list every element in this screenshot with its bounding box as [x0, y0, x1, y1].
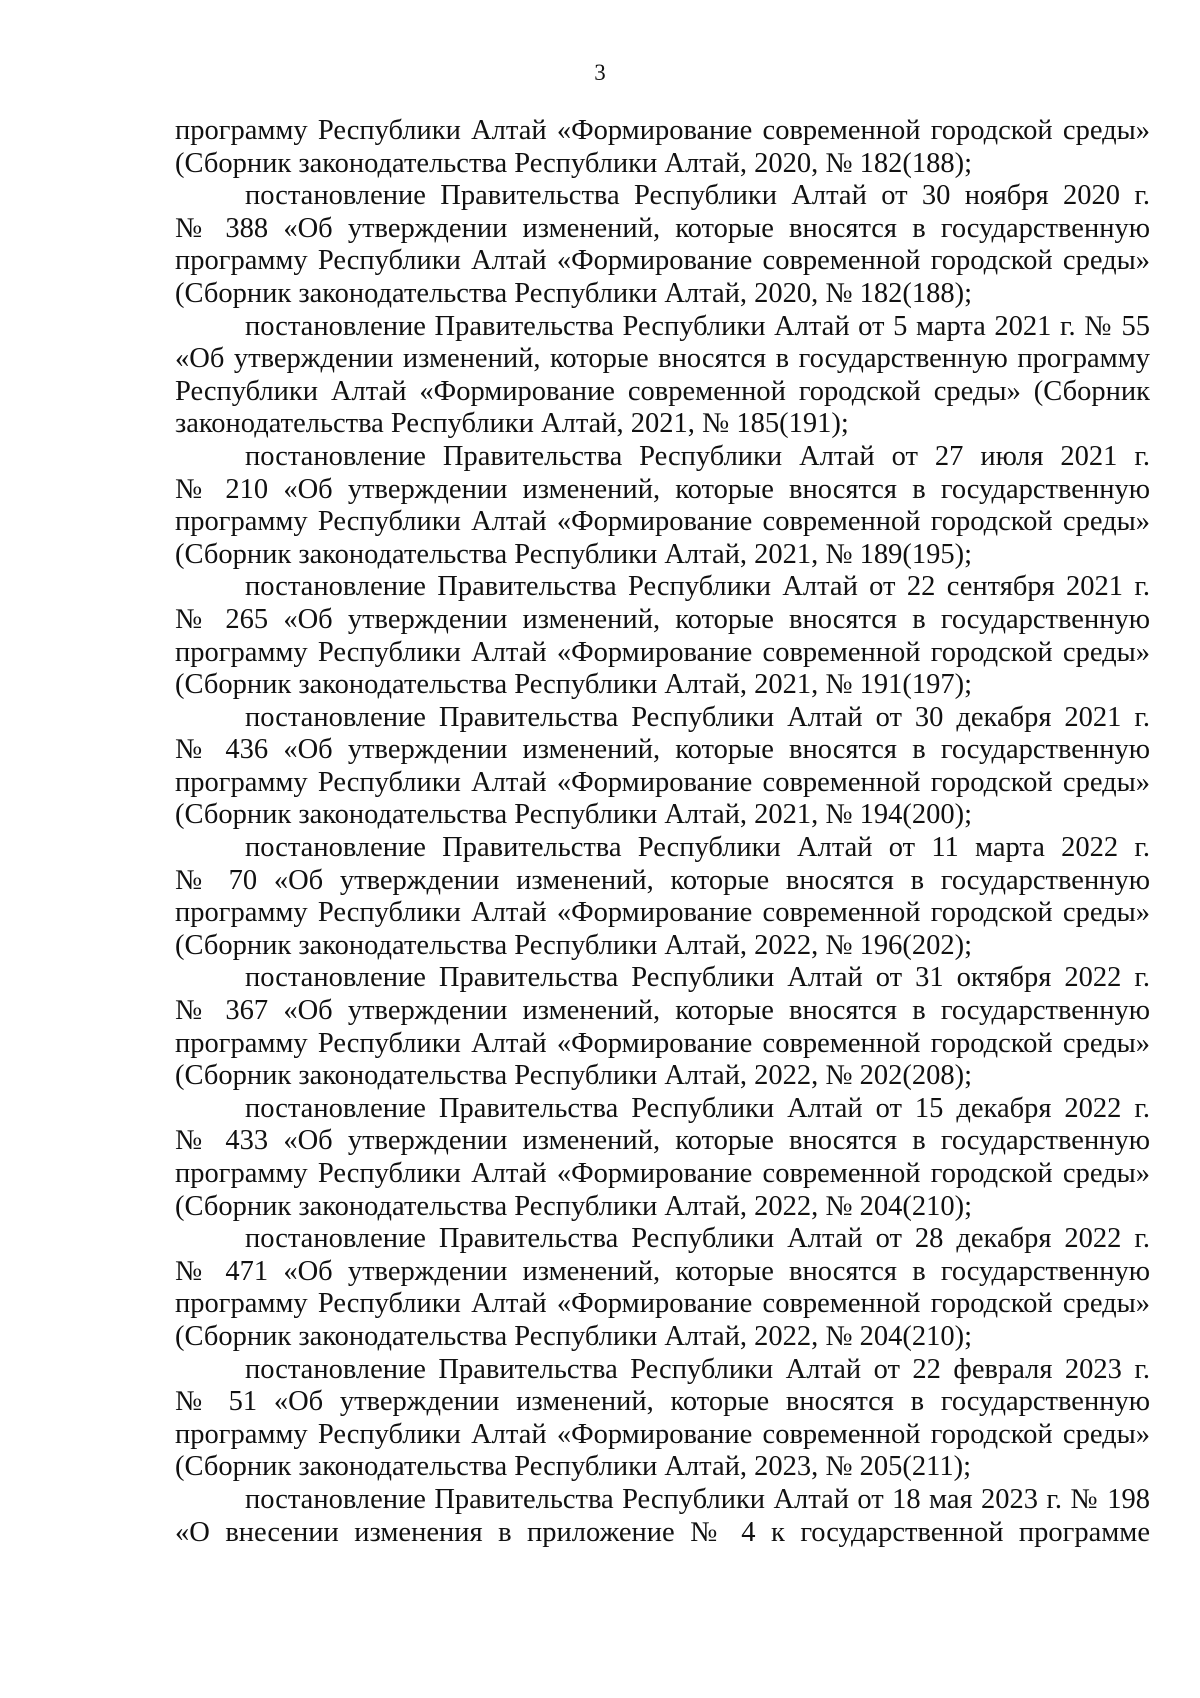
resolution-paragraph: [175, 1354, 1150, 1484]
paragraph-text: № 388 «Об утверждении изменений, которые вносятся в государственную программу Республики Алтай «Формирование современной городской среды» (Сборник законодательства Республики Алтай, 2020, № 182(188);: [175, 212, 1150, 309]
paragraph-text: № 51 «Об утверждении изменений, которые вносятся в государственную программу Республики Алтай «Формирование современной городской среды» (Сборник законодательства Республики Алтай, 2023, № 205(211);: [175, 1386, 1150, 1483]
paragraph-first-line: постановление Правительства Республики Алтай от 5 марта 2021 г. № 55: [245, 310, 1150, 342]
paragraph-first-line: постановление Правительства Республики Алтай от 18 мая 2023 г. № 198: [245, 1483, 1150, 1515]
paragraph-second-line: «О внесении изменения в приложение № 4 к государственной программе: [175, 1516, 1150, 1548]
paragraph-text: № 367 «Об утверждении изменений, которые вносятся в государственную программу Республики Алтай «Формирование современной городской среды» (Сборник законодательства Республики Алтай, 2022, № 202(208);: [175, 995, 1150, 1092]
paragraph-first-line: постановление Правительства Республики Алтай от 28 декабря 2022 г.: [245, 1223, 1150, 1255]
resolution-paragraph: [175, 571, 1150, 701]
paragraph-text: № 70 «Об утверждении изменений, которые вносятся в государственную программу Республики Алтай «Формирование современной городской среды» (Сборник законодательства Республики Алтай, 2022, № 196(202);: [175, 864, 1150, 961]
resolution-paragraph: [175, 962, 1150, 1092]
resolution-paragraph: [175, 1093, 1150, 1223]
paragraph-first-line: постановление Правительства Республики Алтай от 22 сентября 2021 г.: [245, 571, 1150, 603]
paragraph-first-line: постановление Правительства Республики Алтай от 31 октября 2022 г.: [245, 962, 1150, 994]
lead-line-2: (Сборник законодательства Республики Алтай, 2020, № 182(188);: [175, 147, 973, 179]
paragraph-first-line: постановление Правительства Республики Алтай от 27 июля 2021 г.: [245, 440, 1150, 472]
page-number: 3: [594, 60, 606, 85]
resolution-paragraph: [175, 702, 1150, 832]
paragraph-first-line: постановление Правительства Республики Алтай от 30 декабря 2021 г.: [245, 701, 1150, 733]
paragraph-first-line: постановление Правительства Республики Алтай от 11 марта 2022 г.: [245, 832, 1150, 864]
paragraph-text: № 433 «Об утверждении изменений, которые вносятся в государственную программу Республики Алтай «Формирование современной городской среды» (Сборник законодательства Республики Алтай, 2022, № 204(210);: [175, 1125, 1150, 1222]
resolution-paragraph: [175, 311, 1150, 441]
paragraph-text: № 471 «Об утверждении изменений, которые вносятся в государственную программу Республики Алтай «Формирование современной городской среды» (Сборник законодательства Республики Алтай, 2022, № 204(210);: [175, 1255, 1150, 1352]
paragraph-first-line: постановление Правительства Республики Алтай от 22 февраля 2023 г.: [245, 1353, 1150, 1385]
resolution-paragraph: [175, 441, 1150, 571]
paragraph-text: № 210 «Об утверждении изменений, которые вносятся в государственную программу Республики Алтай «Формирование современной городской среды» (Сборник законодательства Республики Алтай, 2021, № 189(195);: [175, 473, 1150, 570]
paragraph-first-line: постановление Правительства Республики Алтай от 30 ноября 2020 г.: [245, 180, 1150, 212]
paragraph-text: № 436 «Об утверждении изменений, которые вносятся в государственную программу Республики Алтай «Формирование современной городской среды» (Сборник законодательства Республики Алтай, 2021, № 194(200);: [175, 734, 1150, 831]
lead-line-1: программу Республики Алтай «Формирование современной городской среды»: [175, 115, 1150, 146]
resolution-paragraph: [175, 1223, 1150, 1353]
paragraph-first-line: постановление Правительства Республики Алтай от 15 декабря 2022 г.: [245, 1092, 1150, 1124]
resolution-paragraph: [175, 180, 1150, 310]
document-body: [175, 115, 1150, 1549]
paragraph-text: № 265 «Об утверждении изменений, которые вносятся в государственную программу Республики Алтай «Формирование современной городской среды» (Сборник законодательства Республики Алтай, 2021, № 191(197);: [175, 603, 1150, 701]
last-resolution-paragraph: [175, 1484, 1150, 1549]
lead-continuation-paragraph: [175, 115, 1150, 180]
resolution-paragraph: [175, 832, 1150, 962]
paragraph-text: «Об утверждении изменений, которые вносятся в государственную программу Республики Алтай «Формирование современной городской среды» (Сборник законодательства Республики Алтай, 2021, № 185(191);: [175, 343, 1150, 440]
